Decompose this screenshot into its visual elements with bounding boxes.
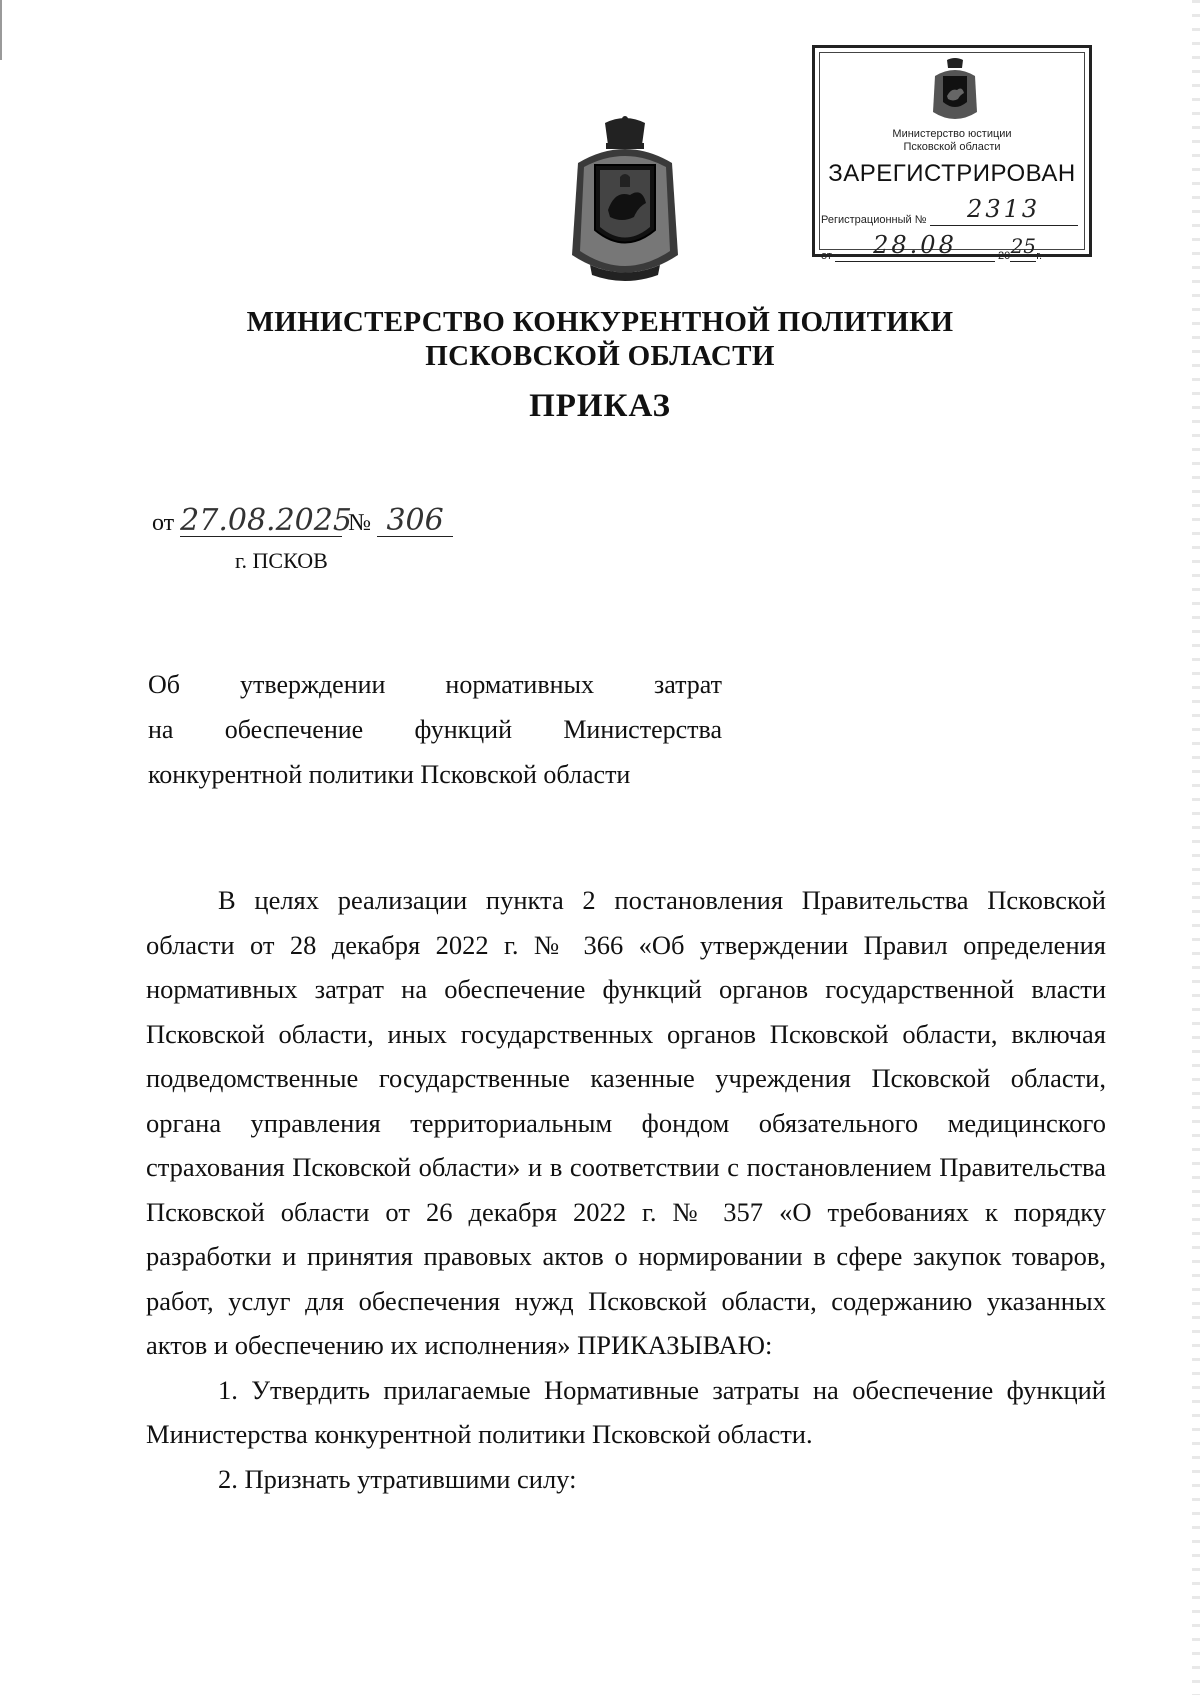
order-city: г. ПСКОВ [235, 548, 328, 573]
stamp-year-field [1010, 235, 1036, 262]
stamp-date-row [821, 231, 1083, 262]
stamp-ministry-line1: Министерство юстиции [892, 128, 1012, 140]
order-subject [148, 662, 722, 797]
order-date-number-line [152, 503, 453, 538]
order-body [146, 878, 1106, 1501]
stamp-ministry-line2: Псковской области [903, 141, 1001, 153]
order-subject-line1: Об утверждении нормативных затрат [148, 670, 722, 699]
order-number-label: № [348, 510, 372, 536]
stamp-date-field [835, 231, 995, 262]
stamp-reg-label: Регистрационный № [821, 214, 927, 226]
document-type-title: ПРИКАЗ [529, 388, 671, 424]
stamp-reg-number: 2313 [967, 195, 1041, 223]
order-subject-line3: конкурентной политики Псковской области [148, 760, 631, 789]
ministry-title-line2: ПСКОВСКОЙ ОБЛАСТИ [425, 340, 775, 372]
body-item-1: 1. Утвердить прилагаемые Нормативные затраты на обеспечение функций Министерства конкурентной политики Псковской области. [146, 1374, 1106, 1449]
scan-edge-artifact [1192, 0, 1200, 1695]
stamp-year-prefix: 20 [998, 250, 1011, 262]
stamp-year-unit: г. [1036, 250, 1043, 262]
stamp-status: ЗАРЕГИСТРИРОВАН [828, 160, 1076, 187]
body-paragraph-preamble: В целях реализации пункта 2 постановления Правительства Псковской области от 28 декабря 2022 г. № 366 «Об утверждении Правил определения нормативных затрат на обеспечение функций органов государственной власти Псковской области, иных государственных органов Псковской области, включая подведомственные государственные казенные учреждения Псковской области, органа управления территориальным фондом обязательного медицинского страхования Псковской области» и в соответствии с постановлением Правительства Псковской области от 26 декабря 2022 г. № 357 «О требованиях к порядку разработки и принятия правовых актов о нормировании в сфере закупок товаров, работ, услуг для обеспечения нужд Псковской области, содержанию указанных актов и обеспечению их исполнения» ПРИКАЗЫВАЮ: [146, 885, 1106, 1360]
coat-of-arms-emblem [560, 115, 690, 290]
scan-edge-artifact [0, 0, 8, 60]
order-subject-line2: на обеспечение функций Министерства [148, 715, 722, 744]
stamp-year-suffix: 25 [1010, 234, 1037, 258]
stamp-reg-row [821, 195, 1083, 226]
order-date-prefix: от [152, 510, 175, 536]
stamp-emblem-icon [929, 56, 981, 124]
registration-stamp [812, 45, 1092, 262]
stamp-date-value: 28.08 [873, 231, 957, 259]
stamp-reg-number-field [930, 195, 1078, 226]
stamp-ministry-name [815, 128, 1089, 154]
body-item-2: 2. Признать утратившими силу: [218, 1463, 577, 1494]
stamp-date-label: от [821, 250, 832, 262]
ministry-title-line1: МИНИСТЕРСТВО КОНКУРЕНТНОЙ ПОЛИТИКИ [246, 306, 954, 338]
order-number-value: 306 [377, 506, 453, 537]
order-date-value: 27.08.2025 [180, 503, 352, 538]
ministry-title [0, 305, 1200, 373]
